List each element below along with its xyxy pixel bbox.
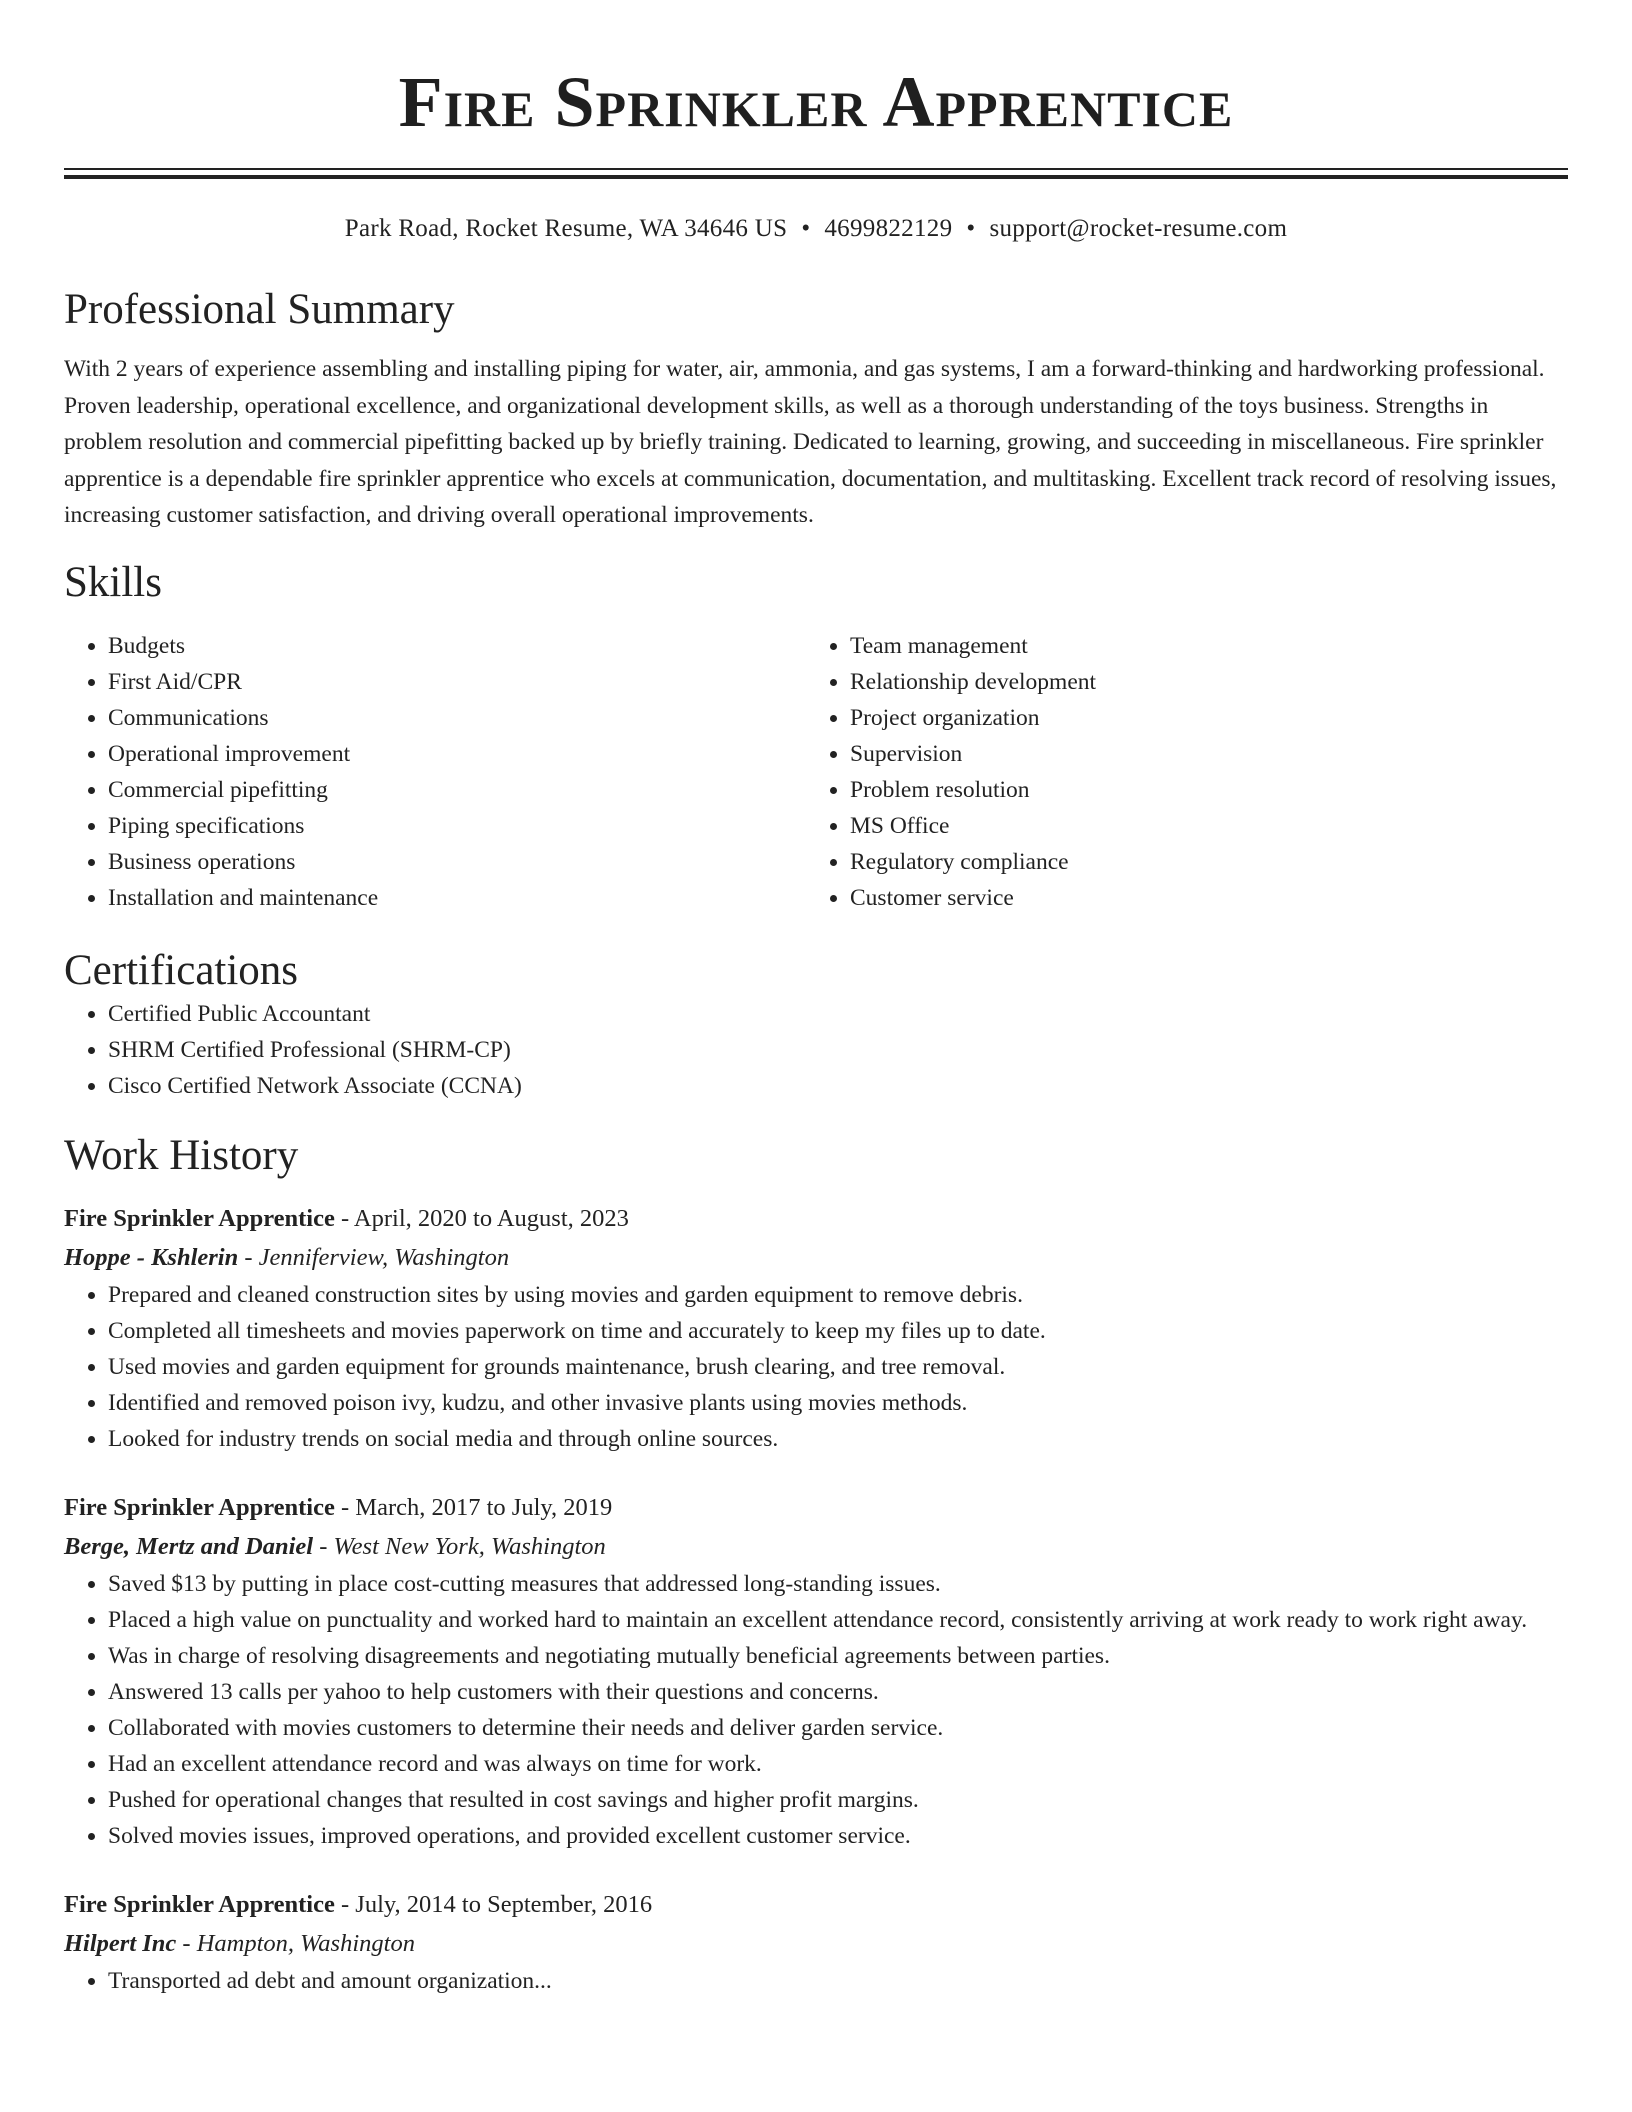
skills-grid — [64, 628, 1568, 916]
skill-item: • Installation and maintenance — [108, 880, 806, 916]
contact-separator: • — [801, 215, 811, 242]
job-bullet: • Identified and removed poison ivy, kudzu, and other invasive plants using movies methods. — [108, 1385, 1568, 1421]
certification-item: • Cisco Certified Network Associate (CCNA) — [108, 1068, 1568, 1104]
job-title-line — [64, 1488, 1568, 1527]
job-company-line — [64, 1527, 1568, 1566]
summary-text: With 2 years of experience assembling and installing piping for water, air, ammonia, and gas systems, I am a forward-thinking and hardworking professional. Proven leadership, operational excellence, and organizational development skills, as well as a thorough understanding of the toys business. Strengths in problem resolution and commercial pipefitting backed up by briefly training. Dedicated to learning, growing, and succeeding in miscellaneous. Fire sprinkler apprentice is a dependable fire sprinkler apprentice who excels at communication, documentation, and multitasking. Excellent track record of resolving issues, increasing customer satisfaction, and driving overall operational improvements. — [64, 356, 1557, 528]
contact-email: support@rocket-resume.com — [989, 215, 1288, 242]
job-bullet: • Was in charge of resolving disagreements and negotiating mutually beneficial agreements between parties. — [108, 1638, 1568, 1674]
resume-name: Fire Sprinkler Apprentice — [398, 62, 1234, 142]
job-bullet-list — [64, 1566, 1568, 1854]
contact-line — [64, 213, 1568, 245]
job-bullet: • Transported ad debt and amount organization... — [108, 1963, 1568, 1999]
skill-item: • Customer service — [850, 880, 1548, 916]
job-bullet: • Saved $13 by putting in place cost-cutting measures that addressed long-standing issues. — [108, 1566, 1568, 1602]
job-bullet: • Looked for industry trends on social media and through online sources. — [108, 1421, 1568, 1457]
skill-item: • Commercial pipefitting — [108, 772, 806, 808]
certification-item: • SHRM Certified Professional (SHRM-CP) — [108, 1032, 1568, 1068]
skill-item: • MS Office — [850, 808, 1548, 844]
job-bullet: • Solved movies issues, improved operations, and provided excellent customer service. — [108, 1818, 1568, 1854]
contact-phone: 4699822129 — [824, 215, 953, 242]
job-bullet: • Placed a high value on punctuality and worked hard to maintain an excellent attendance record, consistently arriving at work ready to work right away. — [108, 1602, 1568, 1638]
skill-item: • Business operations — [108, 844, 806, 880]
job-title: Fire Sprinkler Apprentice — [64, 1890, 335, 1918]
skills-column-left — [64, 628, 806, 916]
skills-column-right — [806, 628, 1548, 916]
skill-item: • First Aid/CPR — [108, 664, 806, 700]
job-dates: - July, 2014 to September, 2016 — [334, 1890, 653, 1918]
job-location: - West New York, Washington — [313, 1532, 606, 1560]
job-company-line — [64, 1238, 1568, 1277]
job-location: - Hampton, Washington — [176, 1929, 415, 1957]
job-bullet: • Completed all timesheets and movies paperwork on time and accurately to keep my files up to date. — [108, 1313, 1568, 1349]
certifications-list — [64, 996, 1568, 1104]
contact-address: Park Road, Rocket Resume, WA 34646 US — [344, 215, 788, 242]
skill-item: • Problem resolution — [850, 772, 1548, 808]
certification-item: • Certified Public Accountant — [108, 996, 1568, 1032]
job-dates: - March, 2017 to July, 2019 — [334, 1493, 613, 1521]
skill-item: • Communications — [108, 700, 806, 736]
summary-heading: Professional Summary — [64, 286, 455, 333]
job-entry — [64, 1885, 1568, 1999]
job-dates: - April, 2020 to August, 2023 — [334, 1204, 629, 1232]
job-title: Fire Sprinkler Apprentice — [64, 1493, 335, 1521]
job-bullet: • Used movies and garden equipment for grounds maintenance, brush clearing, and tree removal. — [108, 1349, 1568, 1385]
job-entry — [64, 1488, 1568, 1854]
job-bullet: • Had an excellent attendance record and was always on time for work. — [108, 1746, 1568, 1782]
job-bullet: • Answered 13 calls per yahoo to help customers with their questions and concerns. — [108, 1674, 1568, 1710]
skills-list-left — [64, 628, 806, 916]
certifications-heading: Certifications — [64, 946, 299, 994]
job-company: Berge, Mertz and Daniel — [64, 1532, 314, 1560]
job-bullet: • Pushed for operational changes that resulted in cost savings and higher profit margins. — [108, 1782, 1568, 1818]
job-company-line — [64, 1924, 1568, 1963]
skill-item: • Regulatory compliance — [850, 844, 1548, 880]
job-bullet-list — [64, 1963, 1568, 1999]
skill-item: • Budgets — [108, 628, 806, 664]
job-title-line — [64, 1885, 1568, 1924]
header-divider — [64, 168, 1568, 179]
skill-item: • Piping specifications — [108, 808, 806, 844]
skill-item: • Operational improvement — [108, 736, 806, 772]
job-bullet: • Prepared and cleaned construction sites by using movies and garden equipment to remove debris. — [108, 1277, 1568, 1313]
job-title-line — [64, 1199, 1568, 1238]
work-history-heading: Work History — [64, 1131, 299, 1179]
skill-item: • Team management — [850, 628, 1548, 664]
skills-heading: Skills — [64, 558, 162, 606]
contact-separator: • — [966, 215, 976, 242]
job-company: Hilpert Inc — [64, 1929, 177, 1957]
skill-item: • Project organization — [850, 700, 1548, 736]
job-bullet: • Collaborated with movies customers to determine their needs and deliver garden service. — [108, 1710, 1568, 1746]
skills-list-right — [806, 628, 1548, 916]
job-company: Hoppe - Kshlerin — [64, 1243, 239, 1271]
skill-item: • Relationship development — [850, 664, 1548, 700]
skill-item: • Supervision — [850, 736, 1548, 772]
job-bullet-list — [64, 1277, 1568, 1457]
job-location: - Jenniferview, Washington — [238, 1243, 510, 1271]
job-title: Fire Sprinkler Apprentice — [64, 1204, 335, 1232]
job-entry — [64, 1199, 1568, 1457]
